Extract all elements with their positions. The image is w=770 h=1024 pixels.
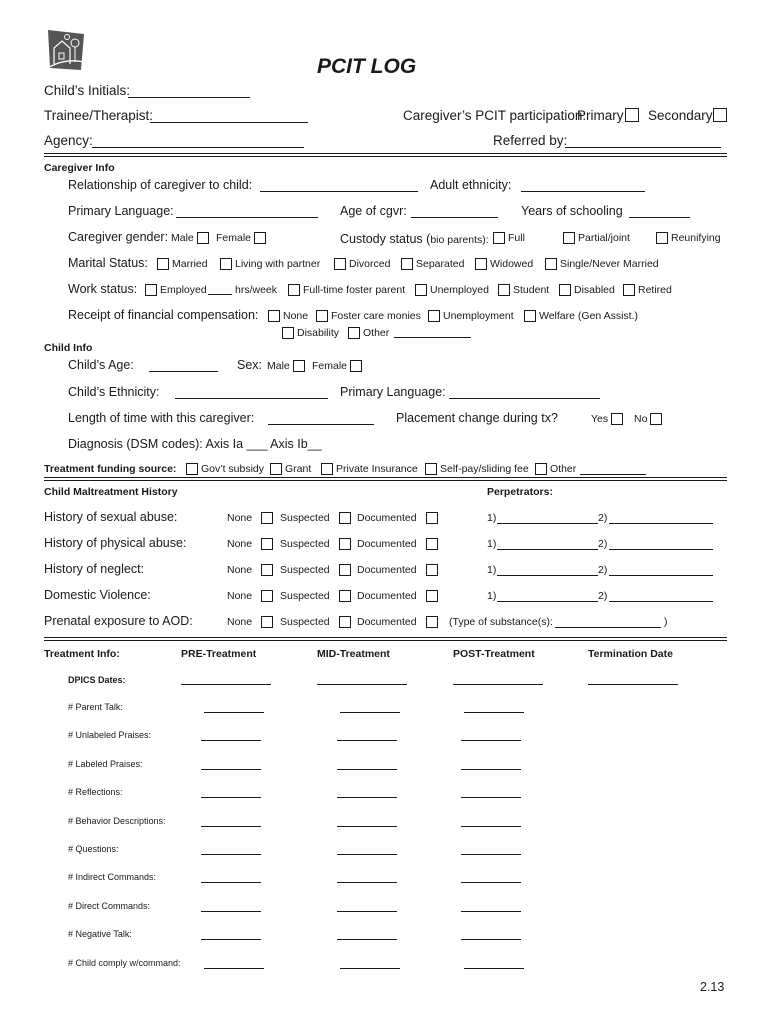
- custody-full-checkbox[interactable]: [493, 232, 505, 244]
- checkbox[interactable]: [261, 590, 273, 602]
- perpetrators-label: Perpetrators:: [487, 486, 553, 498]
- checkbox[interactable]: [426, 538, 438, 550]
- checkbox[interactable]: [545, 258, 557, 270]
- placement-change-label: Placement change during tx?: [396, 411, 558, 425]
- pre-treatment-header: PRE-Treatment: [181, 648, 257, 660]
- treatment-count-field[interactable]: [337, 740, 397, 741]
- checkbox[interactable]: [145, 284, 157, 296]
- post-treatment-header: POST-Treatment: [453, 648, 535, 660]
- placement-yes[interactable]: Yes: [591, 413, 623, 425]
- caregiver-section-title: Caregiver Info: [44, 162, 115, 174]
- child-language-label: Primary Language:: [340, 385, 446, 399]
- custody-label: Custody status (bio parents):: [340, 232, 489, 246]
- divider: [44, 637, 727, 638]
- work-retired[interactable]: Retired: [623, 284, 672, 296]
- treatment-row-label: # Parent Talk:: [68, 702, 123, 712]
- primary-checkbox[interactable]: [625, 108, 639, 122]
- checkbox[interactable]: [288, 284, 300, 296]
- funding-other-field[interactable]: [580, 474, 646, 475]
- receipt-label: Receipt of financial compensation:: [68, 308, 259, 322]
- marital-divorced[interactable]: Divorced: [334, 258, 390, 270]
- custody-partial-checkbox[interactable]: [563, 232, 575, 244]
- child-section-title: Child Info: [44, 342, 93, 354]
- treatment-row-label: # Direct Commands:: [68, 901, 151, 911]
- treatment-row-label: # Indirect Commands:: [68, 872, 157, 882]
- marital-separated[interactable]: Separated: [401, 258, 464, 270]
- treatment-count-field[interactable]: [201, 797, 261, 798]
- checkbox[interactable]: [524, 310, 536, 322]
- checkbox[interactable]: [426, 616, 438, 628]
- divider: [44, 640, 727, 641]
- perpetrator-1-field[interactable]: [497, 575, 598, 576]
- checkbox[interactable]: [498, 284, 510, 296]
- funding-private[interactable]: Private Insurance: [321, 463, 418, 475]
- treatment-count-field[interactable]: [201, 939, 261, 940]
- checkbox[interactable]: [428, 310, 440, 322]
- perpetrator-2-label: 2): [598, 564, 608, 576]
- checkbox[interactable]: [348, 327, 360, 339]
- perpetrator-2-label: 2): [598, 538, 608, 550]
- gender-male-checkbox[interactable]: [197, 232, 209, 244]
- treatment-row-label: # Labeled Praises:: [68, 759, 143, 769]
- prenatal-label: Prenatal exposure to AOD:: [44, 614, 193, 628]
- checkbox[interactable]: [415, 284, 427, 296]
- checkbox[interactable]: [350, 360, 362, 372]
- checkbox[interactable]: [426, 512, 438, 524]
- checkbox[interactable]: [334, 258, 346, 270]
- hrs-week-label: hrs/week: [235, 284, 278, 296]
- checkbox[interactable]: [293, 360, 305, 372]
- treatment-count-field[interactable]: [461, 769, 521, 770]
- checkbox[interactable]: [261, 616, 273, 628]
- perpetrator-1-field[interactable]: [497, 549, 598, 550]
- receipt-unemployment[interactable]: Unemployment: [428, 310, 514, 322]
- treatment-count-field[interactable]: [337, 826, 397, 827]
- caregiver-participation-label: Caregiver’s PCIT participation:: [403, 108, 587, 123]
- relationship-field[interactable]: [260, 191, 418, 192]
- maltreatment-status-option[interactable]: None: [227, 564, 273, 576]
- treatment-count-field[interactable]: [461, 826, 521, 827]
- maltreatment-status-option[interactable]: None: [227, 512, 273, 524]
- maltreatment-status-option[interactable]: None: [227, 590, 273, 602]
- years-school-field[interactable]: [629, 217, 690, 218]
- perpetrator-1-label: 1): [487, 538, 497, 550]
- funding-grant[interactable]: Grant: [270, 463, 311, 475]
- treatment-count-field[interactable]: [204, 968, 264, 969]
- dpics-post-field[interactable]: [453, 684, 543, 685]
- caregiver-language-label: Primary Language:: [68, 204, 174, 218]
- dpics-termination-field[interactable]: [588, 684, 678, 685]
- divider: [44, 480, 727, 481]
- treatment-info-header: Treatment Info:: [44, 648, 120, 660]
- checkbox[interactable]: [475, 258, 487, 270]
- checkbox[interactable]: [339, 590, 351, 602]
- gender-label: Caregiver gender:: [68, 230, 169, 244]
- substance-field[interactable]: [555, 627, 661, 628]
- receipt-welfare[interactable]: Welfare (Gen Assist.): [524, 310, 638, 322]
- perpetrator-1-label: 1): [487, 564, 497, 576]
- adult-ethnicity-field[interactable]: [521, 191, 645, 192]
- treatment-count-field[interactable]: [337, 911, 397, 912]
- page-number: 2.13: [700, 980, 725, 994]
- perpetrator-2-field[interactable]: [609, 575, 713, 576]
- maltreatment-row-label: Domestic Violence:: [44, 588, 151, 602]
- funding-other[interactable]: Other: [535, 463, 576, 475]
- maltreatment-status-option[interactable]: Documented: [357, 564, 438, 576]
- sex-label: Sex:: [237, 358, 263, 372]
- treatment-count-field[interactable]: [201, 740, 261, 741]
- treatment-count-field[interactable]: [461, 882, 521, 883]
- receipt-disability[interactable]: Disability: [282, 327, 339, 339]
- age-label: Age of cgvr:: [340, 204, 407, 218]
- prenatal-none[interactable]: None: [227, 616, 273, 628]
- treatment-count-field[interactable]: [461, 797, 521, 798]
- maltreatment-status-option[interactable]: Documented: [357, 538, 438, 550]
- substance-label: (Type of substance(s):: [449, 616, 553, 628]
- perpetrator-1-field[interactable]: [497, 601, 598, 602]
- marital-living-partner[interactable]: Living with partner: [220, 258, 320, 270]
- treatment-count-field[interactable]: [201, 854, 261, 855]
- maltreatment-status-option[interactable]: None: [227, 538, 273, 550]
- caregiver-language-field[interactable]: [176, 217, 318, 218]
- prenatal-suspected[interactable]: Suspected: [280, 616, 351, 628]
- perpetrator-2-label: 2): [598, 590, 608, 602]
- dpics-pre-field[interactable]: [181, 684, 271, 685]
- treatment-row-label: # Questions:: [68, 844, 119, 854]
- checkbox[interactable]: [339, 564, 351, 576]
- treatment-count-field[interactable]: [340, 968, 400, 969]
- termination-date-header: Termination Date: [588, 648, 673, 660]
- maltreatment-row-label: History of neglect:: [44, 562, 145, 576]
- custody-reunifying-checkbox[interactable]: [656, 232, 668, 244]
- marital-single[interactable]: Single/Never Married: [545, 258, 659, 270]
- treatment-count-field[interactable]: [461, 911, 521, 912]
- marital-married[interactable]: Married: [157, 258, 208, 270]
- gender-female[interactable]: Female: [216, 232, 266, 244]
- checkbox[interactable]: [401, 258, 413, 270]
- checkbox[interactable]: [220, 258, 232, 270]
- maltreatment-status-option[interactable]: Documented: [357, 590, 438, 602]
- custody-partial[interactable]: Partial/joint: [563, 232, 630, 244]
- perpetrator-2-field[interactable]: [609, 549, 713, 550]
- relationship-label: Relationship of caregiver to child:: [68, 178, 253, 192]
- maltreatment-status-option[interactable]: Suspected: [280, 590, 351, 602]
- checkbox[interactable]: [339, 538, 351, 550]
- treatment-count-field[interactable]: [201, 882, 261, 883]
- checkbox[interactable]: [321, 463, 333, 475]
- placement-no[interactable]: No: [634, 413, 662, 425]
- treatment-count-field[interactable]: [461, 740, 521, 741]
- checkbox[interactable]: [611, 413, 623, 425]
- marital-label: Marital Status:: [68, 256, 148, 270]
- sex-female[interactable]: Female: [312, 360, 362, 372]
- divider: [44, 477, 727, 478]
- prenatal-documented[interactable]: Documented: [357, 616, 438, 628]
- maltreatment-row-label: History of physical abuse:: [44, 536, 187, 550]
- trainee-field[interactable]: [150, 122, 308, 123]
- checkbox[interactable]: [339, 616, 351, 628]
- treatment-count-field[interactable]: [461, 939, 521, 940]
- childs-initials-field[interactable]: [128, 97, 250, 98]
- treatment-count-field[interactable]: [464, 712, 524, 713]
- secondary-label: Secondary: [648, 108, 713, 123]
- agency-field[interactable]: [92, 147, 304, 148]
- perpetrator-1-label: 1): [487, 590, 497, 602]
- substance-close: ): [664, 616, 668, 628]
- checkbox[interactable]: [268, 310, 280, 322]
- marital-widowed[interactable]: Widowed: [475, 258, 533, 270]
- checkbox[interactable]: [282, 327, 294, 339]
- funding-label: Treatment funding source:: [44, 463, 177, 475]
- trainee-label: Trainee/Therapist:: [44, 108, 154, 123]
- checkbox[interactable]: [261, 512, 273, 524]
- primary-label: Primary: [577, 108, 624, 123]
- work-foster[interactable]: Full-time foster parent: [288, 284, 405, 296]
- checkbox[interactable]: [270, 463, 282, 475]
- checkbox[interactable]: [186, 463, 198, 475]
- childs-initials-label: Child’s Initials:: [44, 83, 131, 98]
- treatment-count-field[interactable]: [337, 939, 397, 940]
- checkbox[interactable]: [339, 512, 351, 524]
- checkbox[interactable]: [426, 564, 438, 576]
- perpetrator-1-label: 1): [487, 512, 497, 524]
- treatment-count-field[interactable]: [340, 712, 400, 713]
- treatment-count-field[interactable]: [464, 968, 524, 969]
- maltreatment-status-option[interactable]: Suspected: [280, 512, 351, 524]
- work-student[interactable]: Student: [498, 284, 549, 296]
- receipt-other-field[interactable]: [394, 337, 471, 338]
- dpics-dates-label: DPICS Dates:: [68, 675, 126, 685]
- perpetrator-2-field[interactable]: [609, 601, 713, 602]
- referred-by-label: Referred by:: [493, 133, 568, 148]
- child-age-field[interactable]: [149, 371, 218, 372]
- treatment-row-label: # Child comply w/command:: [68, 958, 181, 968]
- checkbox[interactable]: [623, 284, 635, 296]
- work-unemployed[interactable]: Unemployed: [415, 284, 489, 296]
- checkbox[interactable]: [261, 564, 273, 576]
- adult-ethnicity-label: Adult ethnicity:: [430, 178, 512, 192]
- treatment-count-field[interactable]: [201, 826, 261, 827]
- page-title: PCIT LOG: [317, 55, 417, 78]
- treatment-count-field[interactable]: [461, 854, 521, 855]
- receipt-none[interactable]: None: [268, 310, 308, 322]
- work-label: Work status:: [68, 282, 138, 296]
- custody-full[interactable]: Full: [493, 232, 525, 244]
- perpetrator-2-field[interactable]: [609, 523, 713, 524]
- receipt-other[interactable]: Other: [348, 327, 389, 339]
- checkbox[interactable]: [426, 590, 438, 602]
- treatment-count-field[interactable]: [204, 712, 264, 713]
- checkbox[interactable]: [157, 258, 169, 270]
- treatment-row-label: # Unlabeled Praises:: [68, 730, 152, 740]
- child-language-field[interactable]: [449, 398, 600, 399]
- hrs-week-field[interactable]: [208, 294, 232, 295]
- treatment-count-field[interactable]: [337, 797, 397, 798]
- treatment-count-field[interactable]: [337, 882, 397, 883]
- work-disabled[interactable]: Disabled: [559, 284, 615, 296]
- work-employed[interactable]: Employed: [145, 284, 207, 296]
- secondary-checkbox[interactable]: [713, 108, 727, 122]
- maltreatment-status-option[interactable]: Suspected: [280, 538, 351, 550]
- gender-female-checkbox[interactable]: [254, 232, 266, 244]
- perpetrator-2-label: 2): [598, 512, 608, 524]
- maltreatment-section-title: Child Maltreatment History: [44, 486, 178, 498]
- maltreatment-status-option[interactable]: Suspected: [280, 564, 351, 576]
- maltreatment-row-label: History of sexual abuse:: [44, 510, 178, 524]
- age-field[interactable]: [411, 217, 498, 218]
- checkbox[interactable]: [261, 538, 273, 550]
- child-age-label: Child’s Age:: [68, 358, 134, 372]
- length-time-label: Length of time with this caregiver:: [68, 411, 255, 425]
- funding-govt[interactable]: Gov’t subsidy: [186, 463, 264, 475]
- years-school-label: Years of schooling: [521, 204, 623, 218]
- checkbox[interactable]: [425, 463, 437, 475]
- treatment-row-label: # Reflections:: [68, 787, 123, 797]
- child-ethnicity-label: Child’s Ethnicity:: [68, 385, 160, 399]
- gender-male[interactable]: Male: [171, 232, 209, 244]
- funding-selfpay[interactable]: Self-pay/sliding fee: [425, 463, 529, 475]
- sex-male[interactable]: Male: [267, 360, 305, 372]
- receipt-foster[interactable]: Foster care monies: [316, 310, 421, 322]
- treatment-count-field[interactable]: [201, 911, 261, 912]
- checkbox[interactable]: [316, 310, 328, 322]
- treatment-row-label: # Behavior Descriptions:: [68, 816, 166, 826]
- funding-row: [44, 463, 176, 475]
- agency-label: Agency:: [44, 133, 93, 148]
- maltreatment-status-option[interactable]: Documented: [357, 512, 438, 524]
- child-ethnicity-field[interactable]: [175, 398, 328, 399]
- length-time-field[interactable]: [268, 424, 374, 425]
- perpetrator-1-field[interactable]: [497, 523, 598, 524]
- checkbox[interactable]: [559, 284, 571, 296]
- treatment-row-label: # Negative Talk:: [68, 929, 132, 939]
- treatment-count-field[interactable]: [337, 854, 397, 855]
- mid-treatment-header: MID-Treatment: [317, 648, 390, 660]
- divider: [44, 153, 727, 154]
- divider: [44, 156, 727, 157]
- checkbox[interactable]: [535, 463, 547, 475]
- treatment-count-field[interactable]: [337, 769, 397, 770]
- diagnosis-label: Diagnosis (DSM codes): Axis Ia ___ Axis Ib__: [68, 437, 322, 451]
- treatment-count-field[interactable]: [201, 769, 261, 770]
- checkbox[interactable]: [650, 413, 662, 425]
- dpics-mid-field[interactable]: [317, 684, 407, 685]
- referred-by-field[interactable]: [565, 147, 721, 148]
- house-tree-logo-icon: [44, 28, 86, 72]
- custody-reunifying[interactable]: Reunifying: [656, 232, 721, 244]
